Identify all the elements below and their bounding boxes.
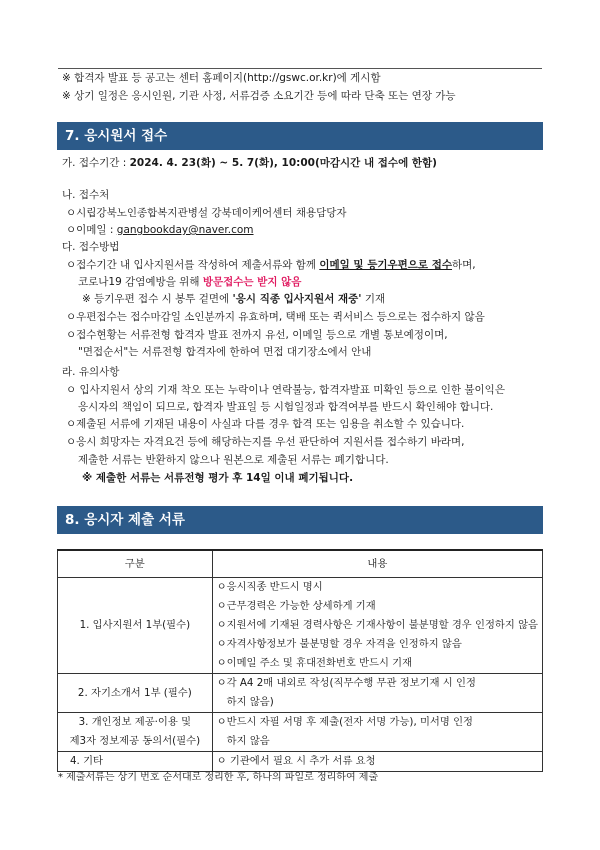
period-label: 가. 접수기간 : <box>62 157 130 169</box>
method-heading: 다. 접수방법 <box>62 241 120 253</box>
row-1-item: ㅇ지원서에 기재된 경력사항은 기재사항이 불분명할 경우 인정하지 않음 <box>216 619 538 631</box>
method-3-text: ※ 등기우편 접수 시 봉투 겉면에 <box>82 293 233 305</box>
caution-heading: 라. 유의사항 <box>62 366 120 378</box>
place-line-2 <box>66 224 254 237</box>
period-value: 2024. 4. 23(화) ~ 5. 7(화), 10:00(마감시간 내 접수에 한함) <box>129 157 437 169</box>
table-row <box>58 713 543 752</box>
header-category: 구분 <box>58 550 213 578</box>
row-4-label: 4. 기타 <box>58 752 213 772</box>
row-3-label-line: 제3자 정보제공 동의서(필수) <box>69 735 201 747</box>
row-3-label-line: 3. 개인정보 제공·이용 및 <box>78 716 192 728</box>
row-2-item: ㅇ각 A4 2매 내외로 작성(직무수행 무관 정보기재 시 인정 <box>216 677 476 689</box>
row-1-item: ㅇ응시직종 반드시 명시 <box>216 581 323 593</box>
email-link[interactable]: gangbookday@naver.com <box>116 224 254 236</box>
row-1-item: ㅇ근무경력은 가능한 상세하게 기재 <box>216 600 376 612</box>
row-3-item: 하지 않음 <box>226 735 270 747</box>
method-3-end: 기재 <box>361 293 386 305</box>
method-line-2 <box>78 276 301 289</box>
documents-table <box>57 549 543 772</box>
row-1-label: 1. 입사지원서 1부(필수) <box>58 578 213 674</box>
method-3-emphasis: '응시 직종 입사지원서 재중' <box>232 293 362 305</box>
row-3-content <box>212 713 542 752</box>
table-row <box>58 578 543 674</box>
row-1-item: ㅇ이메일 주소 및 휴대전화번호 반드시 기재 <box>216 657 413 669</box>
row-1-content <box>212 578 542 674</box>
method-1-end: 하며, <box>452 259 476 271</box>
row-1-item: ㅇ자격사항정보가 불분명할 경우 자격을 인정하지 않음 <box>216 638 462 650</box>
place-line-1: ㅇ시립강북노인종합복지관병설 강북데이케어센터 채용담당자 <box>66 207 347 219</box>
caution-line-1: ㅇ 입사지원서 상의 기재 착오 또는 누락이나 연락불능, 합격자발표 미확인 등으로 인한 불이익은 <box>66 384 505 396</box>
row-2-label: 2. 자기소개서 1부 (필수) <box>58 674 213 713</box>
header-content: 내용 <box>212 550 542 578</box>
table-header-row <box>58 550 543 578</box>
method-2-text: 코로나19 감염예방을 위해 <box>78 276 203 288</box>
caution-line-3: ㅇ제출된 서류에 기재된 내용이 사실과 다를 경우 합격 또는 임용을 취소할 수 있습니다. <box>66 418 465 430</box>
row-4-content <box>212 752 542 772</box>
row-2-content <box>212 674 542 713</box>
method-1-text: ㅇ접수기간 내 입사지원서를 작성하여 제출서류와 함께 <box>66 259 320 271</box>
method-line-6: "면접순서"는 서류전형 합격자에 한하여 면접 대기장소에서 안내 <box>78 346 372 358</box>
period-line <box>62 157 437 170</box>
section-7-title: 7. 응시원서 접수 <box>57 122 543 150</box>
method-line-3 <box>82 293 385 306</box>
email-label: ㅇ이메일 : <box>66 224 117 236</box>
section-8-title: 8. 응시자 제출 서류 <box>57 506 543 534</box>
method-1-emphasis: 이메일 및 등기우편으로 접수 <box>319 259 453 271</box>
table-row <box>58 752 543 772</box>
table-footnote: * 제출서류는 상기 번호 순서대로 정리한 후, 하나의 파일로 정리하여 제출 <box>58 772 379 783</box>
caution-line-6: ※ 제출한 서류는 서류전형 평가 후 14일 이내 폐기됩니다. <box>82 472 354 484</box>
row-3-item: ㅇ반드시 자필 서명 후 제출(전자 서명 가능), 미서명 인정 <box>216 716 473 728</box>
caution-line-5: 제출한 서류는 반환하지 않으나 원본으로 제출된 서류는 폐기합니다. <box>78 454 389 466</box>
place-heading: 나. 접수처 <box>62 189 110 201</box>
caution-line-4: ㅇ응시 희망자는 자격요건 등에 해당하는지를 우선 판단하여 지원서를 접수하기 바라며, <box>66 436 465 448</box>
method-line-5: ㅇ접수현황는 서류전형 합격자 발표 전까지 유선, 이메일 등으로 개별 통보예정이며, <box>66 329 448 341</box>
row-2-item: 하지 않음) <box>226 696 274 708</box>
caution-line-2: 응시자의 책임이 되므로, 합격자 발표일 등 시험일정과 합격여부를 반드시 확인해야 합니다. <box>78 401 494 413</box>
method-line-1 <box>66 259 476 272</box>
row-3-label <box>58 713 213 752</box>
top-rule <box>58 68 542 69</box>
method-line-4: ㅇ우편접수는 접수마감일 소인분까지 유효하며, 택배 또는 퀵서비스 등으로는 접수하지 않음 <box>66 311 485 323</box>
note-announcement: ※ 합격자 발표 등 공고는 센터 홈페이지(http://gswc.or.kr)에 게시함 <box>62 72 381 84</box>
note-schedule: ※ 상기 일정은 응시인원, 기관 사정, 서류검증 소요기간 등에 따라 단축 또는 연장 가능 <box>62 90 456 102</box>
method-2-emphasis: 방문접수는 받지 않음 <box>202 276 302 288</box>
row-4-item: ㅇ 기관에서 필요 시 추가 서류 요청 <box>216 755 376 767</box>
table-row <box>58 674 543 713</box>
